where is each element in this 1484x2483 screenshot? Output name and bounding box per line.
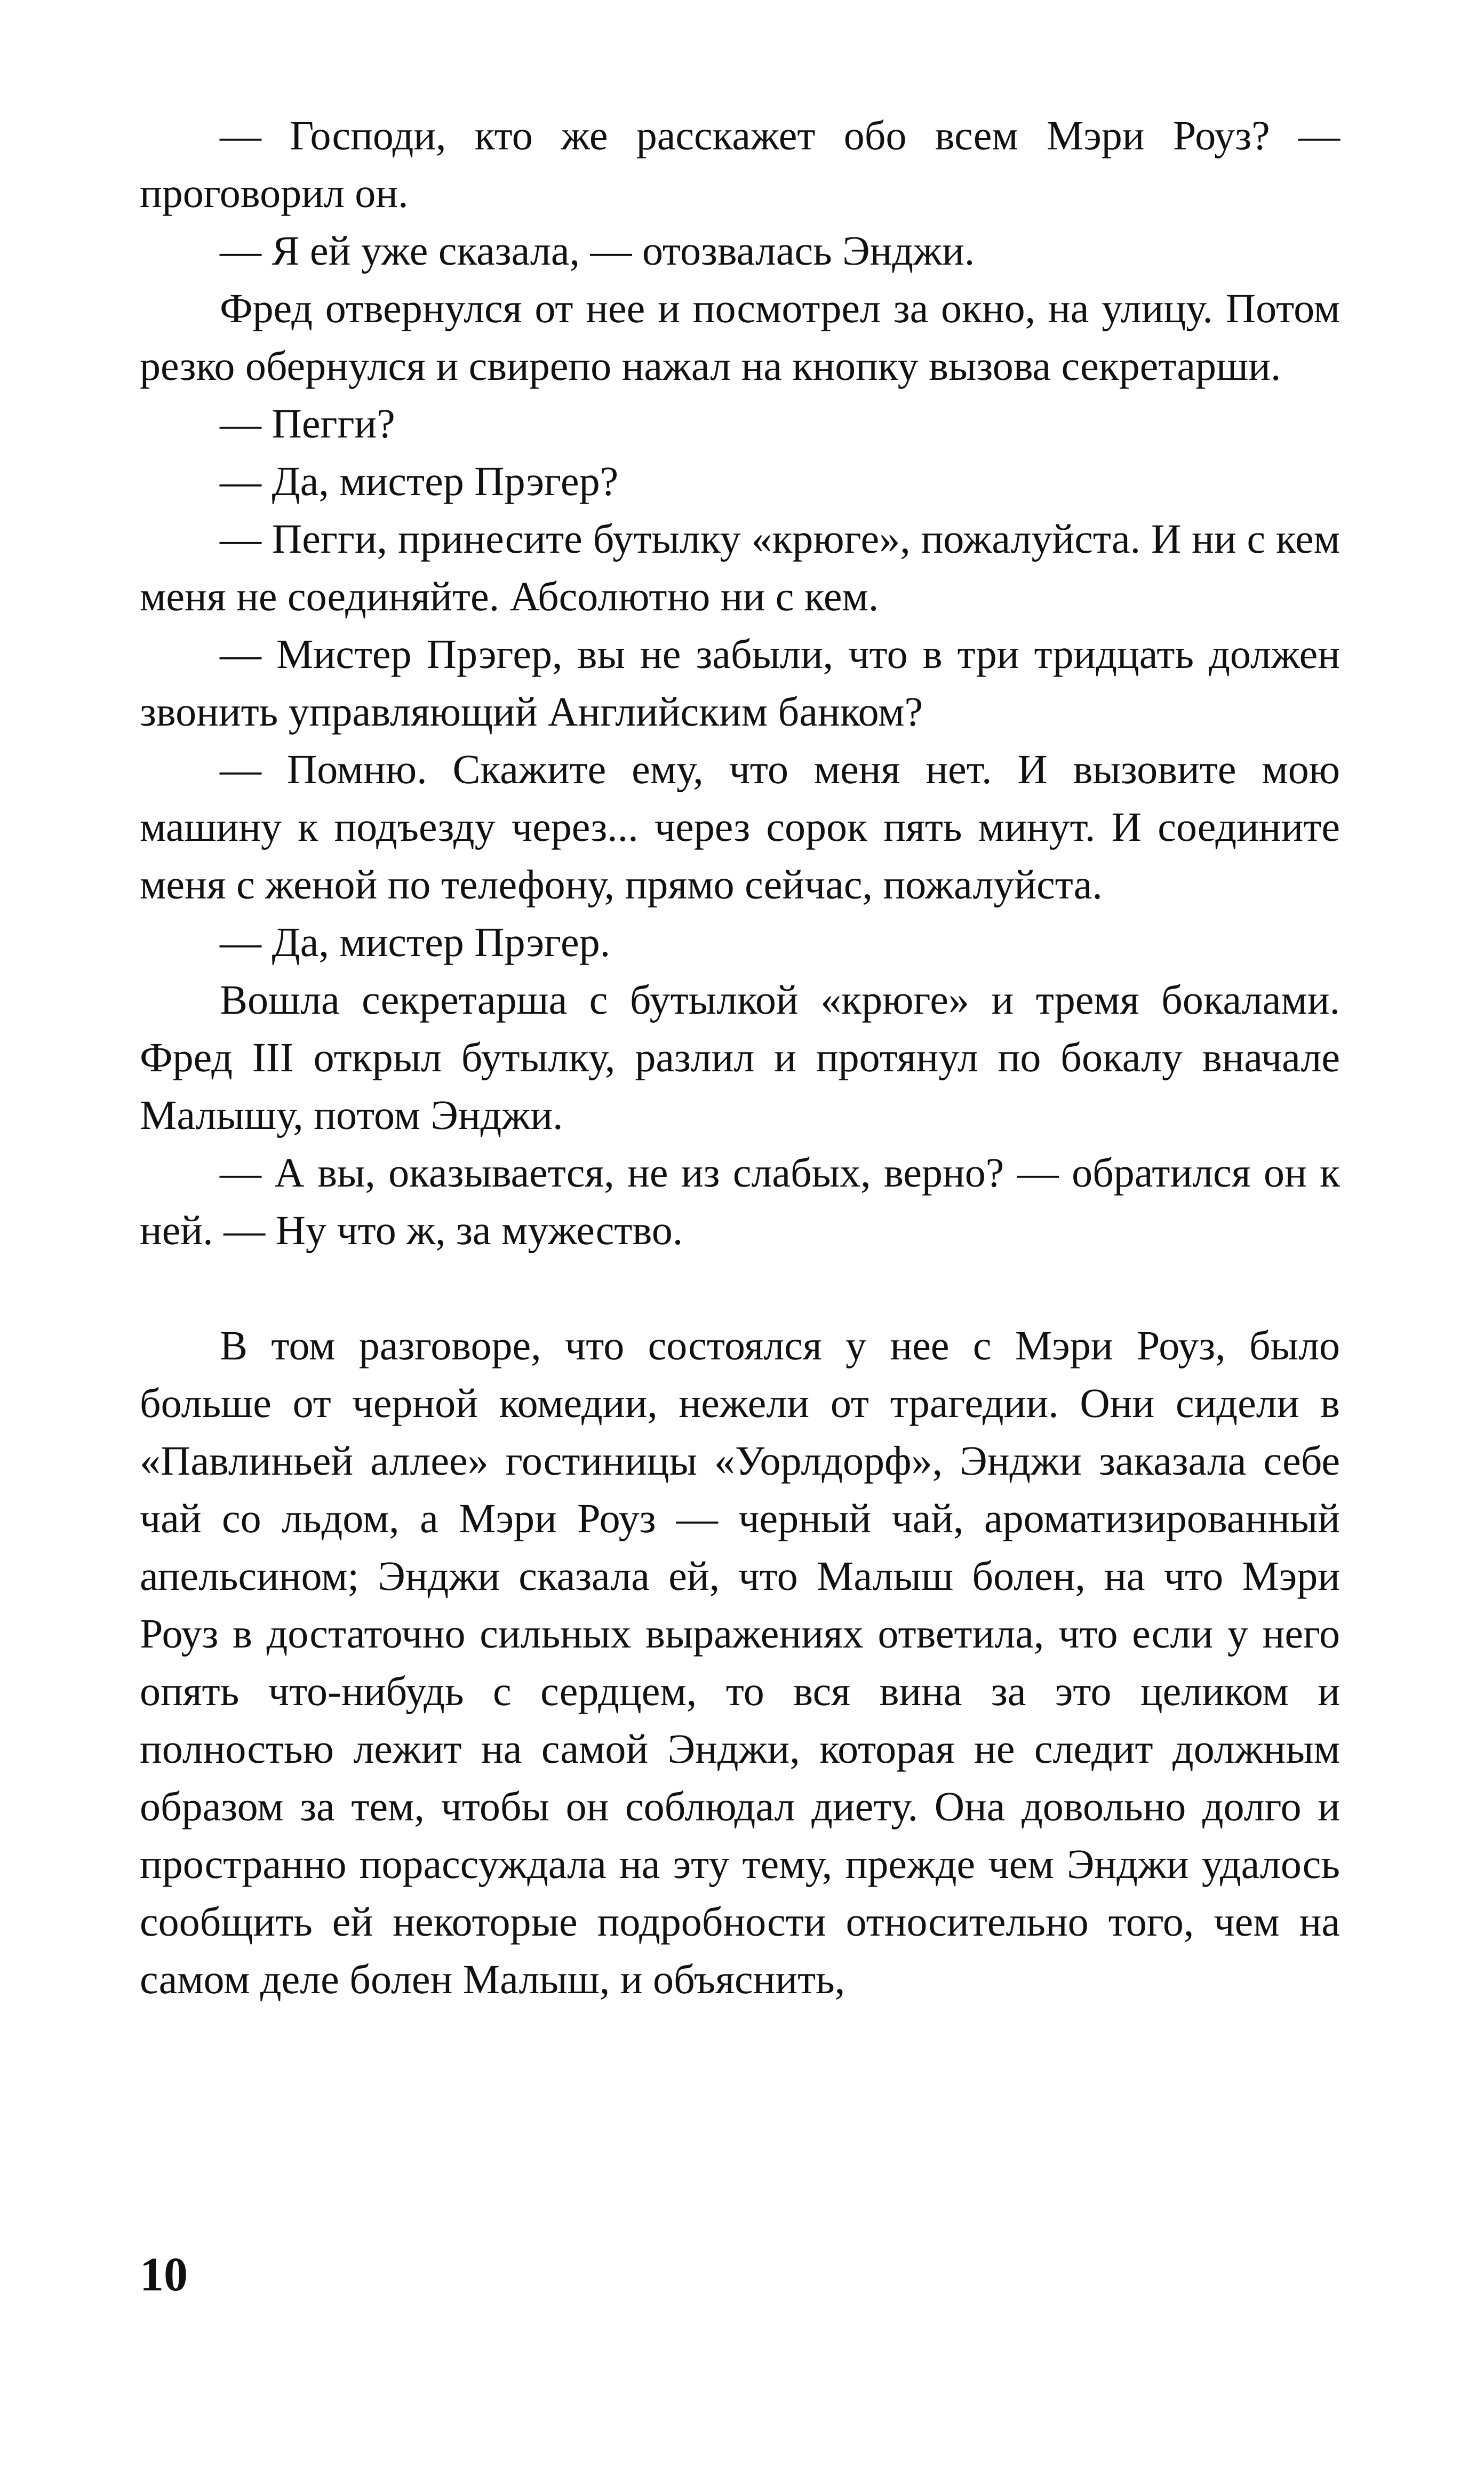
paragraph-7: — Мистер Прэгер, вы не забыли, что в три тридцать должен звонить управляющий Английским банком? bbox=[140, 631, 1340, 735]
paragraph-10: Вошла секретарша с бутылкой «крюге» и тремя бокалами. Фред III открыл бутылку, разлил и протянул по бокалу вначале Малышу, потом Энджи. bbox=[140, 976, 1340, 1138]
paragraph-4: — Пегги? bbox=[220, 400, 395, 447]
paragraph-3: Фред отвернулся от нее и посмотрел за окно, на улицу. Потом резко обернулся и свирепо нажал на кнопку вызова секретарши. bbox=[140, 285, 1340, 389]
paragraph-2: — Я ей уже сказала, — отозвалась Энджи. bbox=[220, 227, 975, 274]
page-number: 10 bbox=[140, 2248, 188, 2301]
paragraph-12: В том разговоре, что состоялся у нее с Мэри Роуз, было больше от черной комедии, нежели от трагедии. Они сидели в «Павлиньей аллее» гостиницы «Уорлдорф», Энджи заказала себе чай со льдом, а Мэри Роуз — черный чай, ароматизированный апельсином; Энджи сказала ей, что Малыш болен, на что Мэри Роуз в достаточно сильных выражениях ответила, что если у него опять что-нибудь с сердцем, то вся вина за это целиком и полностью лежит на самой Энджи, которая не следит должным образом за тем, чтобы он соблюдал диету. Она довольно долго и пространно порассуждала на эту тему, прежде чем Энджи удалось сообщить ей некоторые подробности относительно того, чем на самом деле болен Малыш, и объяснить, bbox=[140, 1322, 1340, 2002]
paragraph-8: — Помню. Скажите ему, что меня нет. И вызовите мою машину к подъезду через... через сорок пять минут. И соедините меня с женой по телефону, прямо сейчас, пожалуйста. bbox=[140, 746, 1340, 908]
section-break bbox=[140, 1259, 1340, 1317]
page-text bbox=[140, 107, 1340, 2008]
paragraph-1: — Господи, кто же расскажет обо всем Мэри Роуз? — проговорил он. bbox=[140, 112, 1340, 216]
paragraph-6: — Пегги, принесите бутылку «крюге», пожалуйста. И ни с кем меня не соединяйте. Абсолютно ни с кем. bbox=[140, 515, 1340, 619]
paragraph-11: — А вы, оказывается, не из слабых, верно? — обратился он к ней. — Ну что ж, за мужество. bbox=[140, 1149, 1340, 1253]
paragraph-5: — Да, мистер Прэгер? bbox=[220, 458, 619, 504]
paragraph-9: — Да, мистер Прэгер. bbox=[220, 919, 611, 965]
